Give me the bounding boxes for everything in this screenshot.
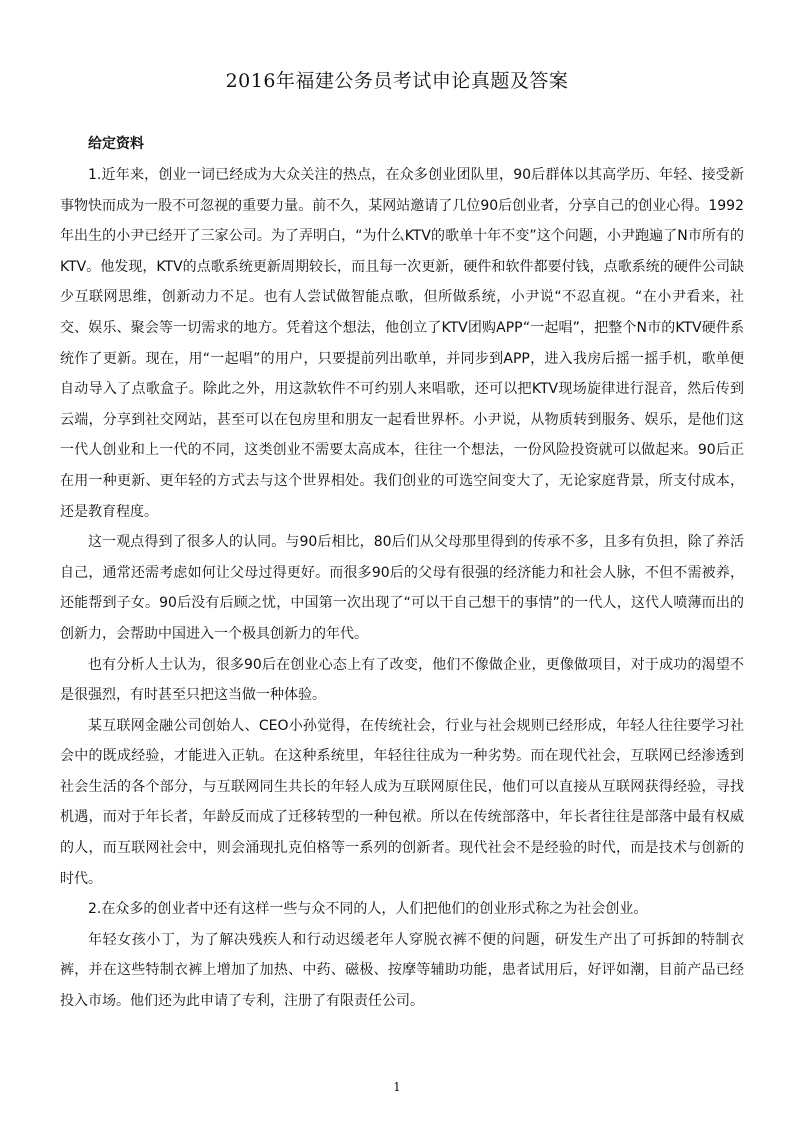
- section-heading: 给定资料: [88, 136, 144, 152]
- paragraph: 也有分析人士认为，很多90后在创业心态上有了改变，他们不像做企业，更像做项目，对于成功的渴望不是很强烈，有时甚至只把这当做一种体验。: [60, 656, 744, 704]
- document-title: 2016年福建公务员考试申论真题及答案: [225, 70, 569, 92]
- page-number: 1: [393, 1080, 401, 1094]
- paragraph: 1.近年来，创业一词已经成为大众关注的热点，在众多创业团队里，90后群体以其高学历、年轻、接受新事物快而成为一股不可忽视的重要力量。前不久，某网站邀请了几位90后创业者，分享自己的创业心得。1992年出生的小尹已经开了三家公司。为了弄明白，“为什么KTV的歌单十年不变”这个问题，小尹跑遍了N市所有的KTV。他发现，KTV的点歌系统更新周期较长，而且每一次更新，硬件和软件都要付钱，点歌系统的硬件公司缺少互联网思维，创新动力不足。也有人尝试做智能点歌，但所做系统，小尹说“不忍直视。“在小尹看来，社交、娱乐、聚会等一切需求的地方。凭着这个想法，他创立了KTV团购APP“一起唱”，把整个N市的KTV硬件系统作了更新。现在，用“一起唱”的用户，只要提前列出歌单，并同步到APP，进入我房后摇一摇手机，歌单便自动导入了点歌盒子。除此之外，用这款软件不可约别人来唱歌，还可以把KTV现场旋律进行混音，然后传到云端，分享到社交网站，甚至可以在包房里和朋友一起看世界杯。小尹说，从物质转到服务、娱乐，是他们这一代人创业和上一代的不同，这类创业不需要太高成本，往往一个想法，一份风险投资就可以做起来。90后正在用一种更新、更年轻的方式去与这个世界相处。我们创业的可选空间变大了，无论家庭背景，所支付成本，还是教育程度。: [60, 167, 744, 520]
- paragraph: 这一观点得到了很多人的认同。与90后相比，80后们从父母那里得到的传承不多，且多有负担，除了养活自己，通常还需考虑如何让父母过得更好。而很多90后的父母有很强的经济能力和社会人脉，不但不需被养，还能帮到子女。90后没有后顾之忧，中国第一次出现了“可以干自己想干的事情”的一代人，这代人喷薄而出的创新力，会帮助中国进入一个极具创新力的年代。: [60, 534, 744, 642]
- paragraph: 2.在众多的创业者中还有这样一些与众不同的人，人们把他们的创业形式称之为社会创业。: [88, 901, 648, 918]
- paragraph: 某互联网金融公司创始人、CEO小孙觉得，在传统社会，行业与社会规则已经形成，年轻人往往要学习社会中的既成经验，才能进入正轨。在这种系统里，年轻往往成为一种劣势。而在现代社会，互联网已经渗透到社会生活的各个部分，与互联网同生共长的年轻人成为互联网原住民，他们可以直接从互联网获得经验，寻找机遇，而对于年长者，年龄反而成了迁移转型的一种包袱。所以在传统部落中，年长者往往是部落中最有权威的人，而互联网社会中，则会涌现扎克伯格等一系列的创新者。现代社会不是经验的时代，而是技术与创新的时代。: [60, 717, 744, 887]
- paragraph: 年轻女孩小丁，为了解决残疾人和行动迟缓老年人穿脱衣裤不便的问题，研发生产出了可拆卸的特制衣裤，并在这些特制衣裤上增加了加热、中药、磁极、按摩等辅助功能，患者试用后，好评如潮，目前产品已经投入市场。他们还为此申请了专利，注册了有限责任公司。: [60, 931, 744, 1010]
- body-text: [60, 160, 744, 1017]
